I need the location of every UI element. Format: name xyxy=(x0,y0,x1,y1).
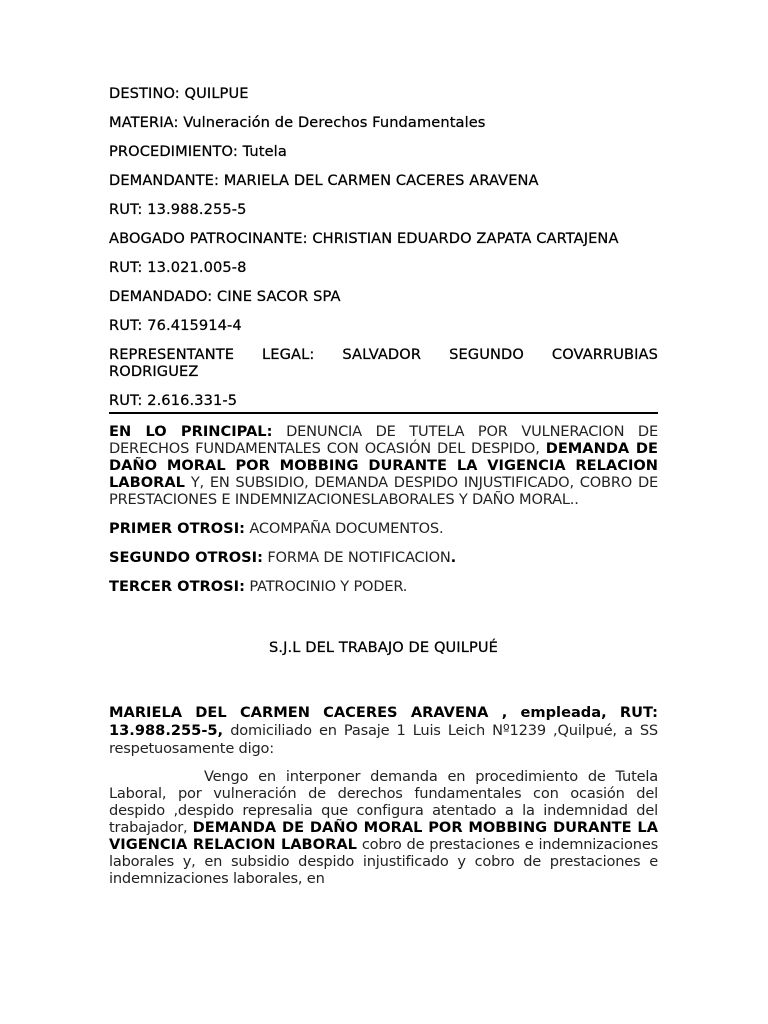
principal-label: EN LO PRINCIPAL: xyxy=(109,423,273,440)
demandado-rut-line: RUT: 76.415914-4 xyxy=(109,317,242,334)
segundo-otrosi-dot: . xyxy=(450,549,457,566)
tercer-otrosi-line xyxy=(109,578,658,595)
procedimiento-line: PROCEDIMIENTO: Tutela xyxy=(109,143,287,160)
demandante-rut-line: RUT: 13.988.255-5 xyxy=(109,201,247,218)
main-text-1: Vengo en interponer demanda en procedimiento de Tutela Laboral, por vulneración de derechos fundamentales con ocasión del despido ,despido represalia que configura atentado a la indemnidad del trabajador, xyxy=(109,768,658,836)
destino-line: DESTINO: QUILPUE xyxy=(109,85,249,102)
document-page xyxy=(109,85,658,887)
primer-otrosi-label: PRIMER OTROSI: xyxy=(109,520,245,537)
tercer-otrosi-text: PATROCINIO Y PODER. xyxy=(244,578,408,595)
tercer-otrosi-label: TERCER OTROSI: xyxy=(109,578,245,595)
primer-otrosi-text: ACOMPAÑA DOCUMENTOS. xyxy=(244,520,444,537)
demandante-line: DEMANDANTE: MARIELA DEL CARMEN CACERES ARAVENA xyxy=(109,172,539,189)
intro-bold-text: MARIELA DEL CARMEN CACERES ARAVENA , empleada, RUT: 13.988.255-5, xyxy=(109,704,658,739)
horizontal-rule xyxy=(109,412,658,414)
representante-line: REPRESENTANTE LEGAL: SALVADOR SEGUNDO COVARRUBIAS RODRIGUEZ xyxy=(109,346,658,380)
principal-text-2: Y, EN SUBSIDIO, DEMANDA DESPIDO INJUSTIFICADO, COBRO DE PRESTACIONES E INDEMNIZACIONESLABORALES Y DAÑO MORAL.. xyxy=(109,474,658,508)
segundo-otrosi-line xyxy=(109,549,658,566)
main-paragraph xyxy=(109,768,658,887)
abogado-rut-line: RUT: 13.021.005-8 xyxy=(109,259,247,276)
en-lo-principal-paragraph xyxy=(109,423,658,508)
segundo-otrosi-label: SEGUNDO OTROSI: xyxy=(109,549,263,566)
abogado-line: ABOGADO PATROCINANTE: CHRISTIAN EDUARDO ZAPATA CARTAJENA xyxy=(109,230,619,247)
demandado-line: DEMANDADO: CINE SACOR SPA xyxy=(109,288,341,305)
representante-rut-line: RUT: 2.616.331-5 xyxy=(109,392,238,409)
principal-text-1: DENUNCIA DE TUTELA POR VULNERACION DE DERECHOS FUNDAMENTALES CON OCASIÓN DEL DESPIDO, xyxy=(109,423,658,457)
main-text-2: cobro de prestaciones e indemnizaciones laborales y, en subsidio despido injustificado y cobro de prestaciones e indemnizaciones laborales, en xyxy=(109,836,658,887)
intro-paragraph xyxy=(109,704,658,758)
segundo-otrosi-text: FORMA DE NOTIFICACION xyxy=(262,549,451,566)
primer-otrosi-line xyxy=(109,520,658,537)
main-bold-text: DEMANDA DE DAÑO MORAL POR MOBBING DURANTE LA VIGENCIA RELACION LABORAL xyxy=(109,819,658,853)
court-title: S.J.L DEL TRABAJO DE QUILPUÉ xyxy=(269,639,498,656)
intro-text: domiciliado en Pasaje 1 Luis Leich Nº1239 ,Quilpué, a SS respetuosamente digo: xyxy=(109,722,658,757)
materia-line: MATERIA: Vulneración de Derechos Fundamentales xyxy=(109,114,486,131)
principal-bold-text: DEMANDA DE DAÑO MORAL POR MOBBING DURANTE LA VIGENCIA RELACION LABORAL xyxy=(109,440,658,491)
